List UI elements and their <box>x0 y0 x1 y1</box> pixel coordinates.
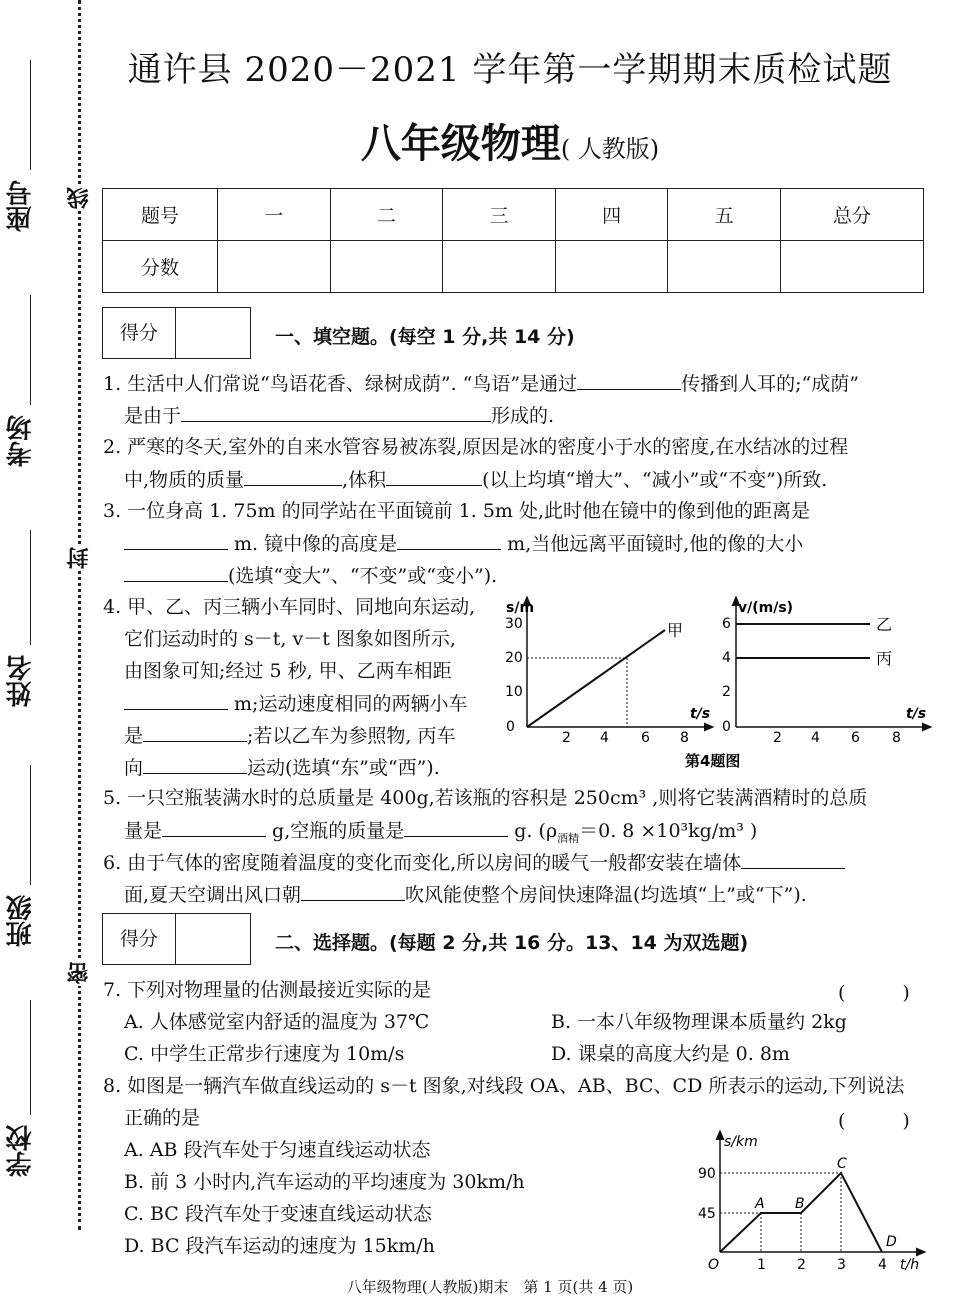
question-4-line-5 <box>124 719 456 752</box>
q2-text: (以上均填“增大”、“减小”或“不变”)所致. <box>482 469 828 491</box>
seat-number-line <box>30 60 31 170</box>
s-t-ytick: 20 <box>505 650 523 666</box>
q6-text: 6. 由于气体的密度随着温度的变化而变化,所以房间的暖气一般都安装在墙体 <box>103 852 742 874</box>
v-t-xtick: 8 <box>892 730 901 746</box>
exam-title: 通许县 2020－2021 学年第一学期期末质检试题 <box>127 50 893 90</box>
fig8-ytick: 45 <box>698 1206 716 1222</box>
section1-score-box[interactable] <box>102 307 251 359</box>
question-7-stem: 7. 下列对物理量的估测最接近实际的是 <box>103 979 432 1001</box>
question-4-line-1: 4. 甲、乙、丙三辆小车同时、同地向东运动, <box>103 596 476 618</box>
question-3-line-3 <box>124 559 497 592</box>
score-table-value-row <box>103 241 924 293</box>
s-t-ylabel: s/m <box>506 600 535 616</box>
v-t-xlabel: t/s <box>906 706 927 722</box>
fig8-point-c: C <box>837 1156 847 1172</box>
q7-option-a: A. 人体感觉室内舒适的温度为 37℃ <box>124 1011 430 1033</box>
fig8-xtick: 3 <box>837 1257 846 1273</box>
page-footer: 八年级物理(人教版)期末 第 1 页(共 4 页) <box>346 1278 634 1296</box>
q5-text: g. (ρ <box>508 820 558 842</box>
q1-blank-1[interactable] <box>577 367 681 390</box>
figure-8 <box>690 1128 940 1276</box>
q7-answer-paren[interactable]: ( ) <box>838 982 910 1004</box>
seat-number-label: 座号 <box>6 180 36 232</box>
score-cell[interactable] <box>218 241 331 293</box>
question-5-line-1: 5. 一只空瓶装满水时的总质量是 400g,若该瓶的容积是 250cm³ ,则将它装满酒精时的总质 <box>103 787 868 809</box>
jia-line <box>527 630 665 727</box>
question-8-line-2: 正确的是 <box>124 1107 201 1129</box>
q2-text: 中,物质的质量 <box>124 469 245 491</box>
fig8-point-a: A <box>755 1196 765 1212</box>
score-table <box>102 188 924 293</box>
q2-blank-volume[interactable] <box>386 463 482 486</box>
v-t-graph <box>722 600 928 746</box>
score-header-cell: 三 <box>443 189 556 241</box>
q4-text: 运动(选填“东”或“西”). <box>247 757 440 779</box>
q3-text: m. 镜中像的高度是 <box>228 533 398 555</box>
q1-text: 是由于 <box>124 405 182 427</box>
q3-blank-3[interactable] <box>124 559 228 582</box>
score-table-header-row <box>103 189 924 241</box>
jia-label: 甲 <box>667 621 684 640</box>
s-t-ytick: 30 <box>505 616 523 632</box>
q6-text: 面,夏天空调出风口朝 <box>124 884 302 906</box>
v-t-xtick: 6 <box>851 730 860 746</box>
question-2-line-1: 2. 严寒的冬天,室外的自来水管容易被冻裂,原因是冰的密度小于水的密度,在水结冰的过程 <box>103 436 849 458</box>
seal-char-seal: 封 <box>64 545 95 571</box>
q2-text: ,体积 <box>342 469 387 491</box>
name-label: 姓名 <box>6 655 36 707</box>
score-cell[interactable] <box>443 241 556 293</box>
seal-char-line: 线 <box>64 185 95 211</box>
name-line <box>30 530 31 645</box>
question-4-line-4 <box>124 687 467 720</box>
exam-room-label: 考场 <box>6 415 36 467</box>
question-4-line-3: 由图象可知;经过 5 秒, 甲、乙两车相距 <box>124 660 452 682</box>
q1-text: 1. 生活中人们常说“鸟语花香、绿树成荫”. “鸟语”是通过 <box>103 373 578 395</box>
score-cell[interactable] <box>781 241 924 293</box>
q2-blank-mass[interactable] <box>244 463 342 486</box>
question-6-line-2 <box>124 878 807 911</box>
question-4-line-6 <box>124 751 440 784</box>
question-2-line-2 <box>124 463 827 496</box>
s-t-graph <box>505 600 710 746</box>
v-t-ytick: 4 <box>722 650 731 666</box>
exam-room-line <box>30 295 31 405</box>
s-t-ytick: 0 <box>506 719 515 735</box>
score-header-cell: 四 <box>555 189 668 241</box>
q4-blank-2[interactable] <box>143 719 247 742</box>
section2-heading: 二、选择题。(每题 2 分,共 16 分。13、14 为双选题) <box>275 932 749 954</box>
score-box-label: 得分 <box>103 308 176 358</box>
q5-text: 量是 <box>124 820 163 842</box>
fig8-ylabel: s/km <box>724 1134 758 1150</box>
s-t-xtick: 2 <box>562 730 571 746</box>
q7-option-c: C. 中学生正常步行速度为 10m/s <box>124 1043 405 1065</box>
q8-option-b: B. 前 3 小时内,汽车运动的平均速度为 30km/h <box>124 1171 525 1193</box>
score-header-cell: 一 <box>218 189 331 241</box>
q5-text: ＝0. 8 ×10³kg/m³ ) <box>579 820 758 842</box>
seal-char-secret: 密 <box>64 960 95 986</box>
q3-blank-2[interactable] <box>397 527 501 550</box>
q7-option-d: D. 课桌的高度大约是 0. 8m <box>551 1043 790 1065</box>
score-cell[interactable] <box>555 241 668 293</box>
q8-option-c: C. BC 段汽车处于变速直线运动状态 <box>124 1203 432 1225</box>
school-label: 学校 <box>6 1125 36 1177</box>
score-cell[interactable] <box>330 241 443 293</box>
figure-4 <box>500 590 940 780</box>
bing-label: 丙 <box>876 649 893 668</box>
fig8-xtick: 2 <box>797 1257 806 1273</box>
score-header-cell: 题号 <box>103 189 218 241</box>
figure-4-caption: 第4题图 <box>685 752 741 770</box>
q5-blank-1[interactable] <box>162 814 266 837</box>
question-3-line-2 <box>124 527 803 560</box>
q8-answer-paren[interactable]: ( ) <box>838 1110 910 1132</box>
section1-heading: 一、填空题。(每空 1 分,共 14 分) <box>275 326 575 348</box>
q6-blank-2[interactable] <box>301 878 405 901</box>
q3-text: (选填“变大”、“不变”或“变小”). <box>228 565 498 587</box>
q5-blank-2[interactable] <box>404 814 508 837</box>
q5-subscript: 酒精 <box>557 831 580 845</box>
question-1-line-1 <box>103 367 859 400</box>
s-t-xlabel: t/s <box>690 706 711 722</box>
score-cell[interactable] <box>668 241 781 293</box>
subject-name: 八年级物理 <box>360 121 561 167</box>
s-t-xtick: 4 <box>600 730 609 746</box>
q1-text: 传播到人耳的;“成荫” <box>681 373 859 395</box>
v-t-xtick: 2 <box>773 730 782 746</box>
school-line <box>30 1000 31 1115</box>
section2-score-box[interactable] <box>102 913 251 965</box>
score-header-cell: 二 <box>330 189 443 241</box>
q8-option-d: D. BC 段汽车运动的速度为 15km/h <box>124 1235 435 1257</box>
question-1-line-2 <box>124 399 554 432</box>
q4-text: ;若以乙车为参照物, 丙车 <box>247 725 456 747</box>
q1-blank-2[interactable] <box>181 399 491 422</box>
q3-text: m,当他远离平面镜时,他的像的大小 <box>501 533 804 555</box>
q8-option-a: A. AB 段汽车处于匀速直线运动状态 <box>124 1139 431 1161</box>
v-t-ytick: 2 <box>722 684 731 700</box>
q4-text: 是 <box>124 725 144 747</box>
fig8-point-o: O <box>708 1257 720 1273</box>
v-t-xtick: 4 <box>811 730 820 746</box>
yi-label: 乙 <box>876 615 893 634</box>
fig8-point-b: B <box>795 1196 805 1212</box>
v-t-ylabel: v/(m/s) <box>738 600 794 616</box>
q4-blank-3[interactable] <box>143 751 247 774</box>
fig8-xtick: 4 <box>878 1257 887 1273</box>
s-t-xtick: 8 <box>680 730 689 746</box>
question-3-line-1: 3. 一位身高 1. 75m 的同学站在平面镜前 1. 5m 处,此时他在镜中的像到他的距离是 <box>103 500 811 522</box>
fig8-xtick: 1 <box>757 1257 766 1273</box>
score-header-cell: 总分 <box>781 189 924 241</box>
q6-text: 吹风能使整个房间快速降温(均选填“上”或“下”). <box>405 884 807 906</box>
q7-option-b: B. 一本八年级物理课本质量约 2kg <box>551 1011 847 1033</box>
q6-blank-1[interactable] <box>741 846 845 869</box>
class-line <box>30 765 31 885</box>
score-header-cell: 五 <box>668 189 781 241</box>
q4-text: 向 <box>124 757 144 779</box>
q3-blank-1[interactable] <box>124 527 228 550</box>
subject-title <box>100 112 920 169</box>
q1-text: 形成的. <box>491 405 555 427</box>
question-4-line-2: 它们运动时的 s－t, v－t 图象如图所示, <box>124 628 456 650</box>
q4-blank-1[interactable] <box>124 687 228 710</box>
q5-text: g,空瓶的质量是 <box>266 820 405 842</box>
s-t-xtick: 6 <box>641 730 650 746</box>
fig8-xlabel: t/h <box>900 1257 920 1273</box>
score-box-label: 得分 <box>103 914 176 964</box>
question-6-line-1 <box>103 846 845 879</box>
score-row-label: 分数 <box>103 241 218 293</box>
v-t-ytick: 6 <box>722 616 731 632</box>
question-8-line-1: 8. 如图是一辆汽车做直线运动的 s－t 图象,对线段 OA、AB、BC、CD 所表示的运动,下列说法 <box>103 1075 905 1097</box>
edition-label: ( 人教版) <box>560 135 660 163</box>
v-t-ytick: 0 <box>722 719 731 735</box>
s-t-ytick: 10 <box>505 684 523 700</box>
class-label: 班级 <box>6 895 36 947</box>
q4-text: m;运动速度相同的两辆小车 <box>228 693 468 715</box>
fig8-ytick: 90 <box>698 1166 716 1182</box>
fig8-point-d: D <box>886 1234 897 1250</box>
